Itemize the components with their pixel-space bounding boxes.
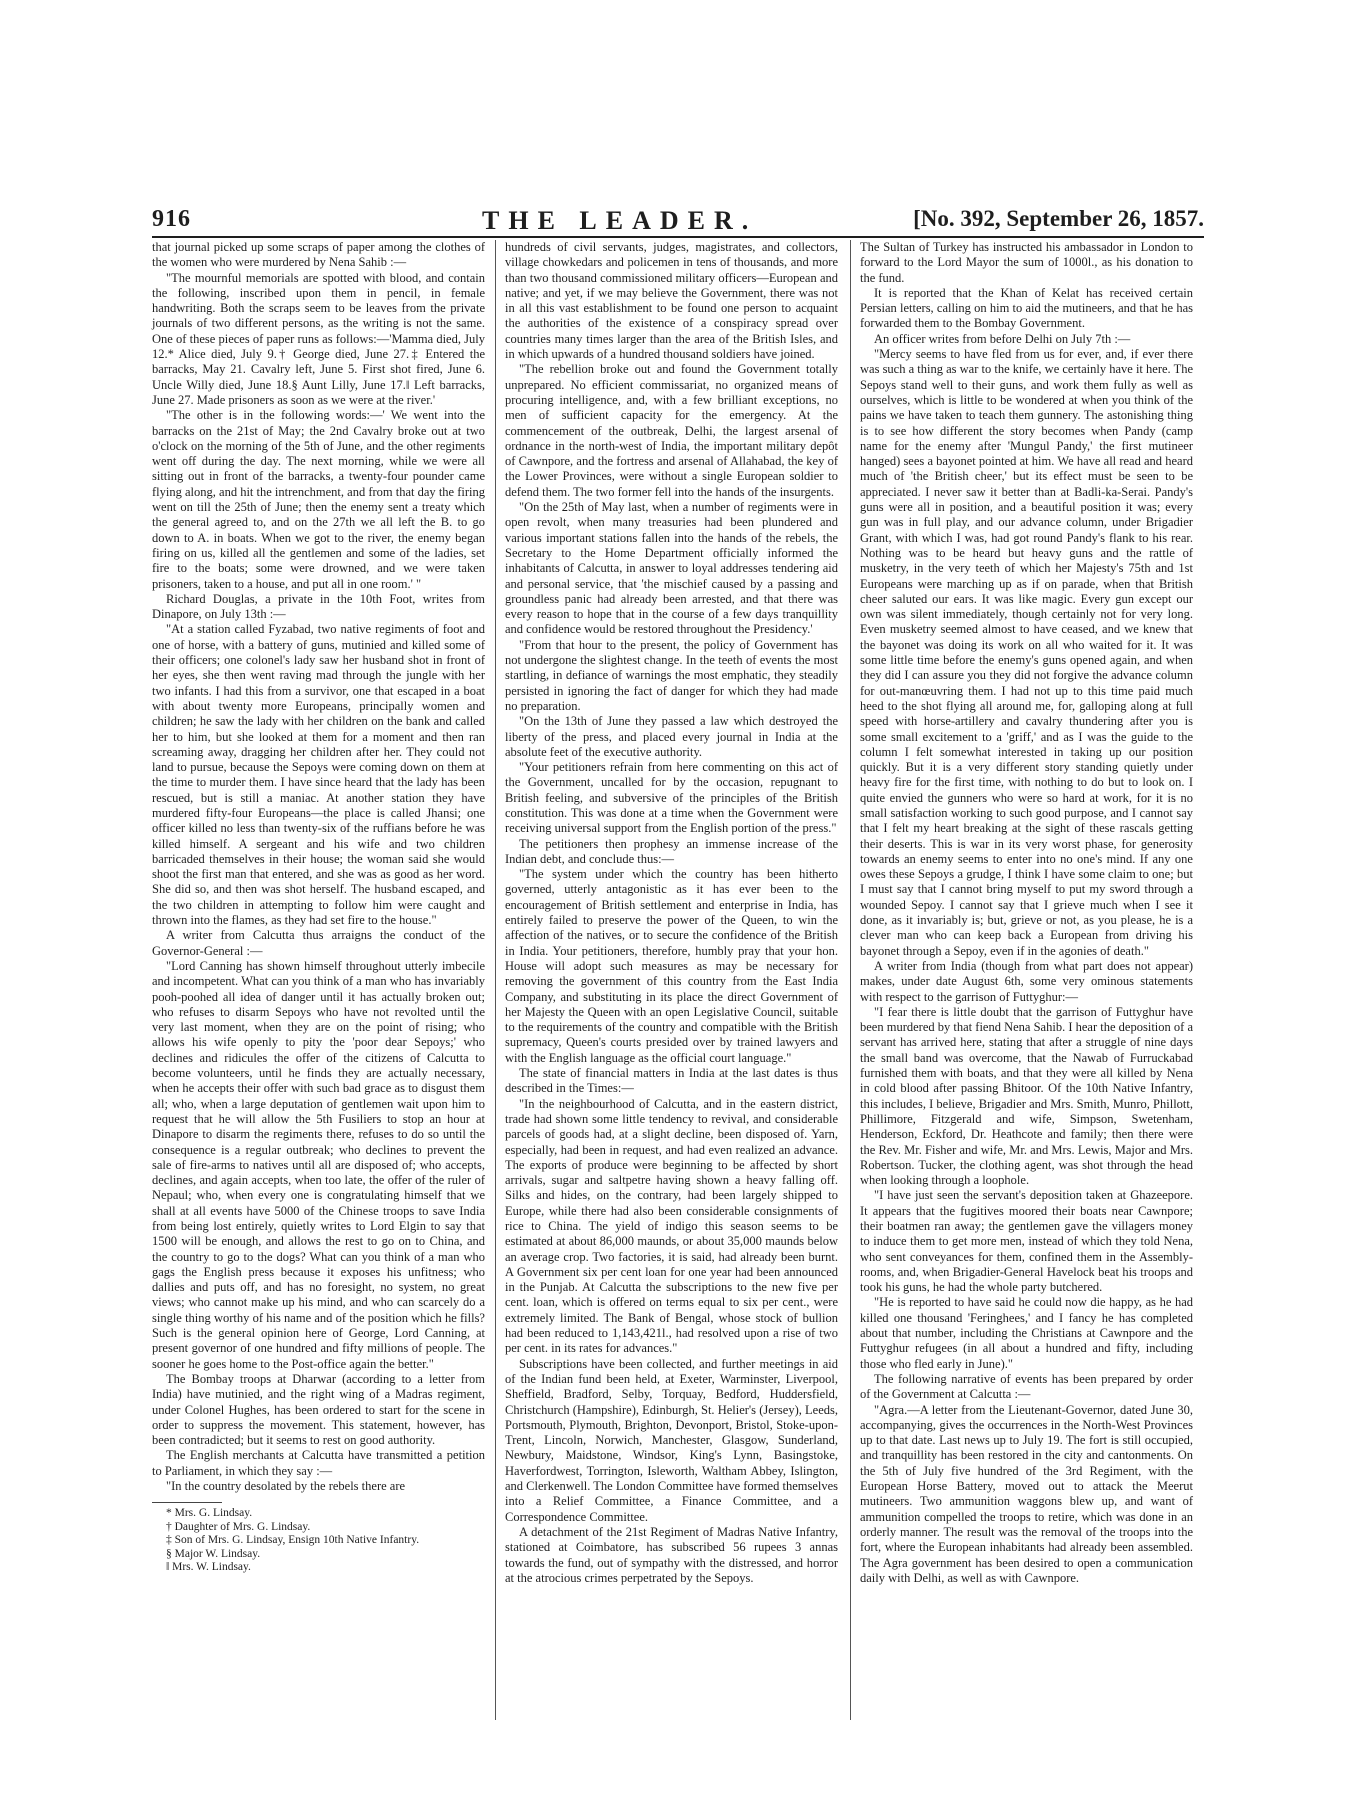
footnote: ‡ Son of Mrs. G. Lindsay, Ensign 10th Native Infantry. bbox=[166, 1534, 420, 1547]
paragraph: "The system under which the country has been hitherto governed, utterly antagonistic as it has ever been to the encouragement of British settlement and enterprise in India, has entirely failed to preserve the power of the Queen, to win the affection of the natives, or to secure the confidence of the British in India. Your petitioners, therefore, humbly pray that your hon. House will adopt such measures as may be necessary for removing the government of this country from the East India Company, and substituting in its place the direct Government of her Majesty the Queen with an open Legislative Council, suitable to the requirements of the country and compatible with the British supremacy, Queen's courts presided over by trained lawyers and with the English language as the official court language." bbox=[505, 867, 838, 1065]
masthead-title: THE LEADER. bbox=[482, 206, 758, 235]
paragraph: "In the country desolated by the rebels there are bbox=[166, 1479, 406, 1494]
paragraph: "On the 13th of June they passed a law which destroyed the liberty of the press, and placed every journal in India at the absolute feet of the executive authority. bbox=[505, 714, 838, 759]
footnote: * Mrs. G. Lindsay. bbox=[166, 1507, 253, 1520]
paragraph: Richard Douglas, a private in the 10th Foot, writes from Dinapore, on July 13th :— bbox=[152, 591, 485, 622]
page-header bbox=[152, 206, 1204, 234]
paragraph: "He is reported to have said he could now die happy, as he had killed one thousand 'Feringhees,' and I fancy he has completed about that number, including the Christians at Cawnpore and the Futtyghur refugees (in all about a hundred and fifty, including those who fled early in June)." bbox=[860, 1295, 1193, 1371]
paragraph: A detachment of the 21st Regiment of Madras Native Infantry, stationed at Coimbatore, has subscribed 56 rupees 3 annas towards the fund, out of sympathy with the distressed, and horror at the atrocious crimes perpetrated by the Sepoys. bbox=[505, 1524, 838, 1585]
paragraph: The Sultan of Turkey has instructed his ambassador in London to forward to the Lord Mayor the sum of 1000l., as his donation to the fund. bbox=[860, 240, 1193, 285]
paragraph: "The other is in the following words:—' We went into the barracks on the 21st of May; the 2nd Cavalry broke out at two o'clock on the morning of the 5th of June, and the other regiments went off during the day. The next morning, while we were all sitting out in front of the barracks, a twenty-four pounder came flying along, and hit the intrenchment, and from that day the firing went on till the 25th of June; then the enemy sent a treaty which the general agreed to, and on the 27th we all left the B. to go down to A. in boats. When we got to the river, the enemy began firing on us, killed all the gentlemen and some of the ladies, set fire to the boats; some were drowned, and we were taken prisoners, taken to a house, and put all in one room.' " bbox=[152, 408, 485, 591]
paragraph: A writer from India (though from what part does not appear) makes, under date August 6th, some very ominous statements with respect to the garrison of Futtyghur:— bbox=[860, 958, 1193, 1004]
paragraph: The following narrative of events has been prepared by order of the Government at Calcutta :— bbox=[860, 1371, 1193, 1402]
header-rule bbox=[152, 236, 1204, 238]
paragraph: "Lord Canning has shown himself throughout utterly imbecile and incompetent. What can you think of a man who has invariably pooh-poohed all idea of danger until it has actually broken out; who refuses to disarm Sepoys who have not revolted until the very last moment, when they are on the point of rising; who allows his wife openly to pity the 'poor dear Sepoys;' who declines and ridicules the offer of the citizens of Calcutta to become volunteers, until he finds they are actually necessary, when he accepts their offer with such bad grace as to disgust them all; who, when a large deputation of gentlemen wait upon him to request that he will allow the 5th Fusiliers to stop an hour at Dinapore to disarm the regiments there, refuses to do so until the consequence is a regular outbreak; who declines to prevent the sale of fire-arms to natives until all are disposed of; who accepts, declines, and again accepts, when too late, the offer of the ruler of Nepaul; who, when every one is congratulating himself that we shall at all events have 5000 of the Chinese troops to save India from being lost entirely, quietly writes to Lord Elgin to say that 1500 will be enough, and allows the rest to go on to China, and the country to go to the dogs? What can you think of a man who gags the English press because it exposes his unfitness; who dallies and puts off, and has no foresight, no system, no great views; who cannot make up his mind, and who can scarcely do a single thing worthy of his name and of the position which he fills? Such is the general opinion here of George, Lord Canning, at present governor of one hundred and fifty millions of people. The sooner he goes home to the Post-office again the better." bbox=[152, 958, 485, 1371]
paragraph: "From that hour to the present, the policy of Government has not undergone the slightest change. In the teeth of events the most startling, in defiance of warnings the most emphatic, they steadily persisted in ignoring the fact of danger for which they had made no preparation. bbox=[505, 637, 838, 713]
paragraph: The Bombay troops at Dharwar (according to a letter from India) have mutinied, and the right wing of a Madras regiment, under Colonel Hughes, has been ordered to start for the scene in order to suppress the movement. This statement, however, has been contradicted; but it seems to rest on good authority. bbox=[152, 1371, 485, 1448]
issue-date: [No. 392, September 26, 1857. bbox=[913, 206, 1204, 231]
paragraph: An officer writes from before Delhi on July 7th :— bbox=[874, 331, 1131, 346]
footnote-rule bbox=[152, 1502, 222, 1503]
paragraph: "Agra.—A letter from the Lieutenant-Governor, dated June 30, accompanying, gives the occurrences in the North-West Provinces up to that date. Last news up to July 19. The fort is still occupied, and tranquillity has been restored in the city and cantonments. On the 5th of July five hundred of the 3rd Regiment, with the European Horse Battery, moved out to attack the Meerut mutineers. Two ammunition waggons blew up, and want of ammunition compelled the troops to retire, which was done in an orderly manner. The result was the removal of the troops into the fort, where the European inhabitants had already been assembled. The Agra government has been desired to open a communication daily with Delhi, as well as with Cawnpore. bbox=[860, 1402, 1193, 1585]
paragraph: "On the 25th of May last, when a number of regiments were in open revolt, when many treasuries had been plundered and various important stations fallen into the hands of the rebels, the Secretary to the Home Department officially informed the inhabitants of Calcutta, in answer to loyal addresses tendering aid and personal service, that 'the mischief caused by a passing and groundless panic had already been arrested, and that there was every reason to hope that in the course of a few days tranquillity and confidence would be restored throughout the Presidency.' bbox=[505, 500, 838, 637]
paragraph: It is reported that the Khan of Kelat has received certain Persian letters, calling on him to aid the mutineers, and that he has forwarded them to the Bombay Government. bbox=[860, 285, 1193, 331]
paragraph: The petitioners then prophesy an immense increase of the Indian debt, and conclude thus:— bbox=[505, 836, 838, 866]
paragraph: "In the neighbourhood of Calcutta, and in the eastern district, trade had shown some little tendency to revival, and considerable parcels of goods had, at a slight decline, been disposed of. Yarn, especially, had been in request, and had even realized an advance. The exports of produce were beginning to be affected by short arrivals, sugar and saltpetre having shown a heavy falling off. Silks and hides, on the contrary, had been largely shipped to Europe, while there had also been considerable consignments of rice to China. The yield of indigo this season seems to be estimated at about 86,000 maunds, or about 35,000 maunds below an average crop. Two factories, it is said, had already been burnt. A Government six per cent loan for one year had been announced in the Punjab. At Calcutta the subscriptions to the new five per cent. loan, which is offered on terms equal to six per cent., were extremely limited. The Bank of Bengal, whose stock of bullion had been reduced to 1,143,421l., had resolved upon a rise of two per cent. in its rates for advances." bbox=[505, 1096, 838, 1356]
footnote: § Major W. Lindsay. bbox=[166, 1547, 261, 1560]
paragraph: "At a station called Fyzabad, two native regiments of foot and one of horse, with a battery of guns, mutinied and killed some of their officers; one colonel's lady saw her husband shot in front of her eyes, she then went raving mad through the jungle with her two infants. I had this from a survivor, one that escaped in a boat with about twenty more Europeans, principally women and children; he saw the lady with her children on the bank and called her to him, but she looked at them for a moment and then ran screaming away, dragging her children after her. They could not land to pursue, because the Sepoys were coming down on them at the time to murder them. I have since heard that the lady has been rescued, but is still a maniac. At another station they have murdered fifty-four Europeans—the place is called Jhansi; one officer killed no less than twenty-six of the ruffians before he was killed himself. A sergeant and his wife and two children barricaded themselves in their house; the woman said she would shoot the first man that entered, and she was as good as her word. She did so, and then was shot herself. The husband escaped, and the two children in attempting to follow him were caught and thrown into the flames, as they had set fire to the house." bbox=[152, 622, 485, 928]
footnote: † Daughter of Mrs. G. Lindsay. bbox=[166, 1520, 311, 1533]
paragraph: "The rebellion broke out and found the Government totally unprepared. No efficient commissariat, no organized means of procuring intelligence, and, with a few brilliant exceptions, no men of sufficient capacity for the emergency. At the commencement of the outbreak, Delhi, the largest arsenal of ordnance in the north-west of India, the important military depôt of Cawnpore, and the fortress and arsenal of Allahabad, the key of the Lower Provinces, were without a single European soldier to defend them. The two former fell into the hands of the insurgents. bbox=[505, 362, 838, 499]
column-1 bbox=[152, 240, 485, 1575]
paragraph: "I fear there is little doubt that the garrison of Futtyghur have been murdered by that fiend Nena Sahib. I hear the deposition of a servant has arrived here, stating that after a struggle of nine days the small band was overcome, that the Nawab of Furruckabad furnished them with boats, and that they were all killed by Nena in cold blood after passing Bhitoor. Of the 10th Native Infantry, this includes, I believe, Brigadier and Mrs. Smith, Munro, Phillott, Phillimore, Fitzgerald and wife, Simpson, Swetenham, Henderson, Eckford, Dr. Heathcote and family; then there were the Rev. Mr. Fisher and wife, Mr. and Mrs. Lewis, Major and Mrs. Robertson. Tucker, the clothing agent, was shot through the head when looking through a loophole. bbox=[860, 1004, 1193, 1188]
page-number: 916 bbox=[152, 206, 191, 232]
paragraph: "The mournful memorials are spotted with blood, and contain the following, inscribed upon them in pencil, in female handwriting. Both the scraps seem to be leaves from the private journals of two different persons, as the writing is not the same. One of these pieces of paper runs as follows:—'Mamma died, July 12.* Alice died, July 9.† George died, June 27.‡ Entered the barracks, May 21. Cavalry left, June 5. First shot fired, June 6. Uncle Willy died, June 18.§ Aunt Lilly, June 17.‖ Left barracks, June 27. Made prisoners as soon as we were at the river.' bbox=[152, 270, 485, 407]
column-2 bbox=[505, 240, 838, 1586]
paragraph: The English merchants at Calcutta have transmitted a petition to Parliament, in which they say :— bbox=[152, 1448, 485, 1478]
paragraph: that journal picked up some scraps of paper among the clothes of the women who were murdered by Nena Sahib :— bbox=[152, 240, 485, 270]
footnote: ‖ Mrs. W. Lindsay. bbox=[166, 1561, 251, 1574]
paragraph: "I have just seen the servant's deposition taken at Ghazeepore. It appears that the fugitives moored their boats near Cawnpore; their boatmen ran away; the gentlemen gave the villagers money to induce them to get more men, instead of which they told Nena, who sent conveyances for them, confined them in the Assembly-rooms, and, when Brigadier-General Havelock beat his troops and took his guns, he had the whole party butchered. bbox=[860, 1188, 1193, 1295]
paragraph: The state of financial matters in India at the last dates is thus described in the Times:— bbox=[505, 1066, 838, 1096]
column-divider bbox=[850, 240, 851, 1720]
column-3 bbox=[860, 240, 1193, 1586]
paragraph: "Your petitioners refrain from here commenting on this act of the Government, uncalled for by the occasion, repugnant to British feeling, and subversive of the principles of the British constitution. This was done at a time when the Government were receiving universal support from the English portion of the press." bbox=[505, 760, 838, 836]
paragraph: hundreds of civil servants, judges, magistrates, and collectors, village chowkedars and policemen in tens of thousands, and more than two thousand commissioned military officers—European and native; and yet, if we may believe the Government, there was not in all this vast establishment to be found one person to acquaint the authorities of the existence of a conspiracy spread over countries many times larger than the area of the British Isles, and in which upwards of a hundred thousand soldiers have joined. bbox=[505, 240, 838, 362]
column-divider bbox=[495, 240, 496, 1720]
paragraph: "Mercy seems to have fled from us for ever, and, if ever there was such a thing as war to the knife, we certainly have it here. The Sepoys stand well to their guns, and work them fully as well as ourselves, which is little to be wondered at when you think of the pains we have taken to teach them gunnery. The astonishing thing is to see how different the story becomes when Pandy (camp name for the enemy after 'Mungul Pandy,' the first mutineer hanged) sees a bayonet pointed at him. We have all read and heard much of 'the British cheer,' but its effect must be seen to be appreciated. I never saw it better than at Badli-ka-Serai. Pandy's guns were all in position, and a beautiful position it was; every gun was in full play, and our advance column, under Brigadier Grant, with which I was, had got round Pandy's flank to his rear. Nothing was to be heard but heavy guns and the rattle of musketry, in the very teeth of which her Majesty's 75th and 1st Europeans were marching up as if on parade, when that British cheer saluted our ears. It was like magic. Every gun except our own was silent immediately, though certainly not for very long. Even musketry seemed almost to have ceased, and we knew that the bayonet was doing its work on all who waited for it. It was some little time before the enemy's guns opened again, and when they did I can assure you they did not forgive the advance column for out-manœuvring them. I had not up to this time paid much heed to the shot flying all around me, for, galloping along at full speed with horse-artillery and cavalry thundering after you is some small excitement to a 'griff,' and as I was the guide to the column I felt somewhat interested in taking up our position quickly. But it is a very different story standing quietly under heavy fire for the first time, with nothing to do but to look on. I quite envied the gunners who were so hard at work, for it is no small satisfaction working to such good purpose, and I cannot say that I felt my heart breaking at the sight of these rascals getting their deserts. This is war in its very worst phase, for generosity towards an enemy seems to enter into no one's mind. If any one owes these Sepoys a grudge, I think I have some claim to one; but I must say that I cannot bring myself to put my sword through a wounded Sepoy. I cannot say that I grieve much when I see it done, as it invariably is; but, grieve or not, as you please, he is a clever man who can keep back a European from driving his bayonet through a Sepoy, even if in the agonies of death." bbox=[860, 347, 1193, 958]
paragraph: Subscriptions have been collected, and further meetings in aid of the Indian fund been held, at Exeter, Warminster, Liverpool, Sheffield, Bradford, Selby, Torquay, Bedford, Huddersfield, Christchurch (Hampshire), Edinburgh, St. Helier's (Jersey), Leeds, Portsmouth, Plymouth, Brighton, Devonport, Bristol, Stoke-upon-Trent, Lincoln, Norwich, Manchester, Glasgow, Sunderland, Newbury, Maidstone, Windsor, King's Lynn, Basingstoke, Haverfordwest, Torrington, Isleworth, Waltham Abbey, Islington, and Clerkenwell. The London Committee have formed themselves into a Relief Committee, a Finance Committee, and a Correspondence Committee. bbox=[505, 1356, 839, 1524]
paragraph: A writer from Calcutta thus arraigns the conduct of the Governor-General :— bbox=[152, 928, 485, 958]
